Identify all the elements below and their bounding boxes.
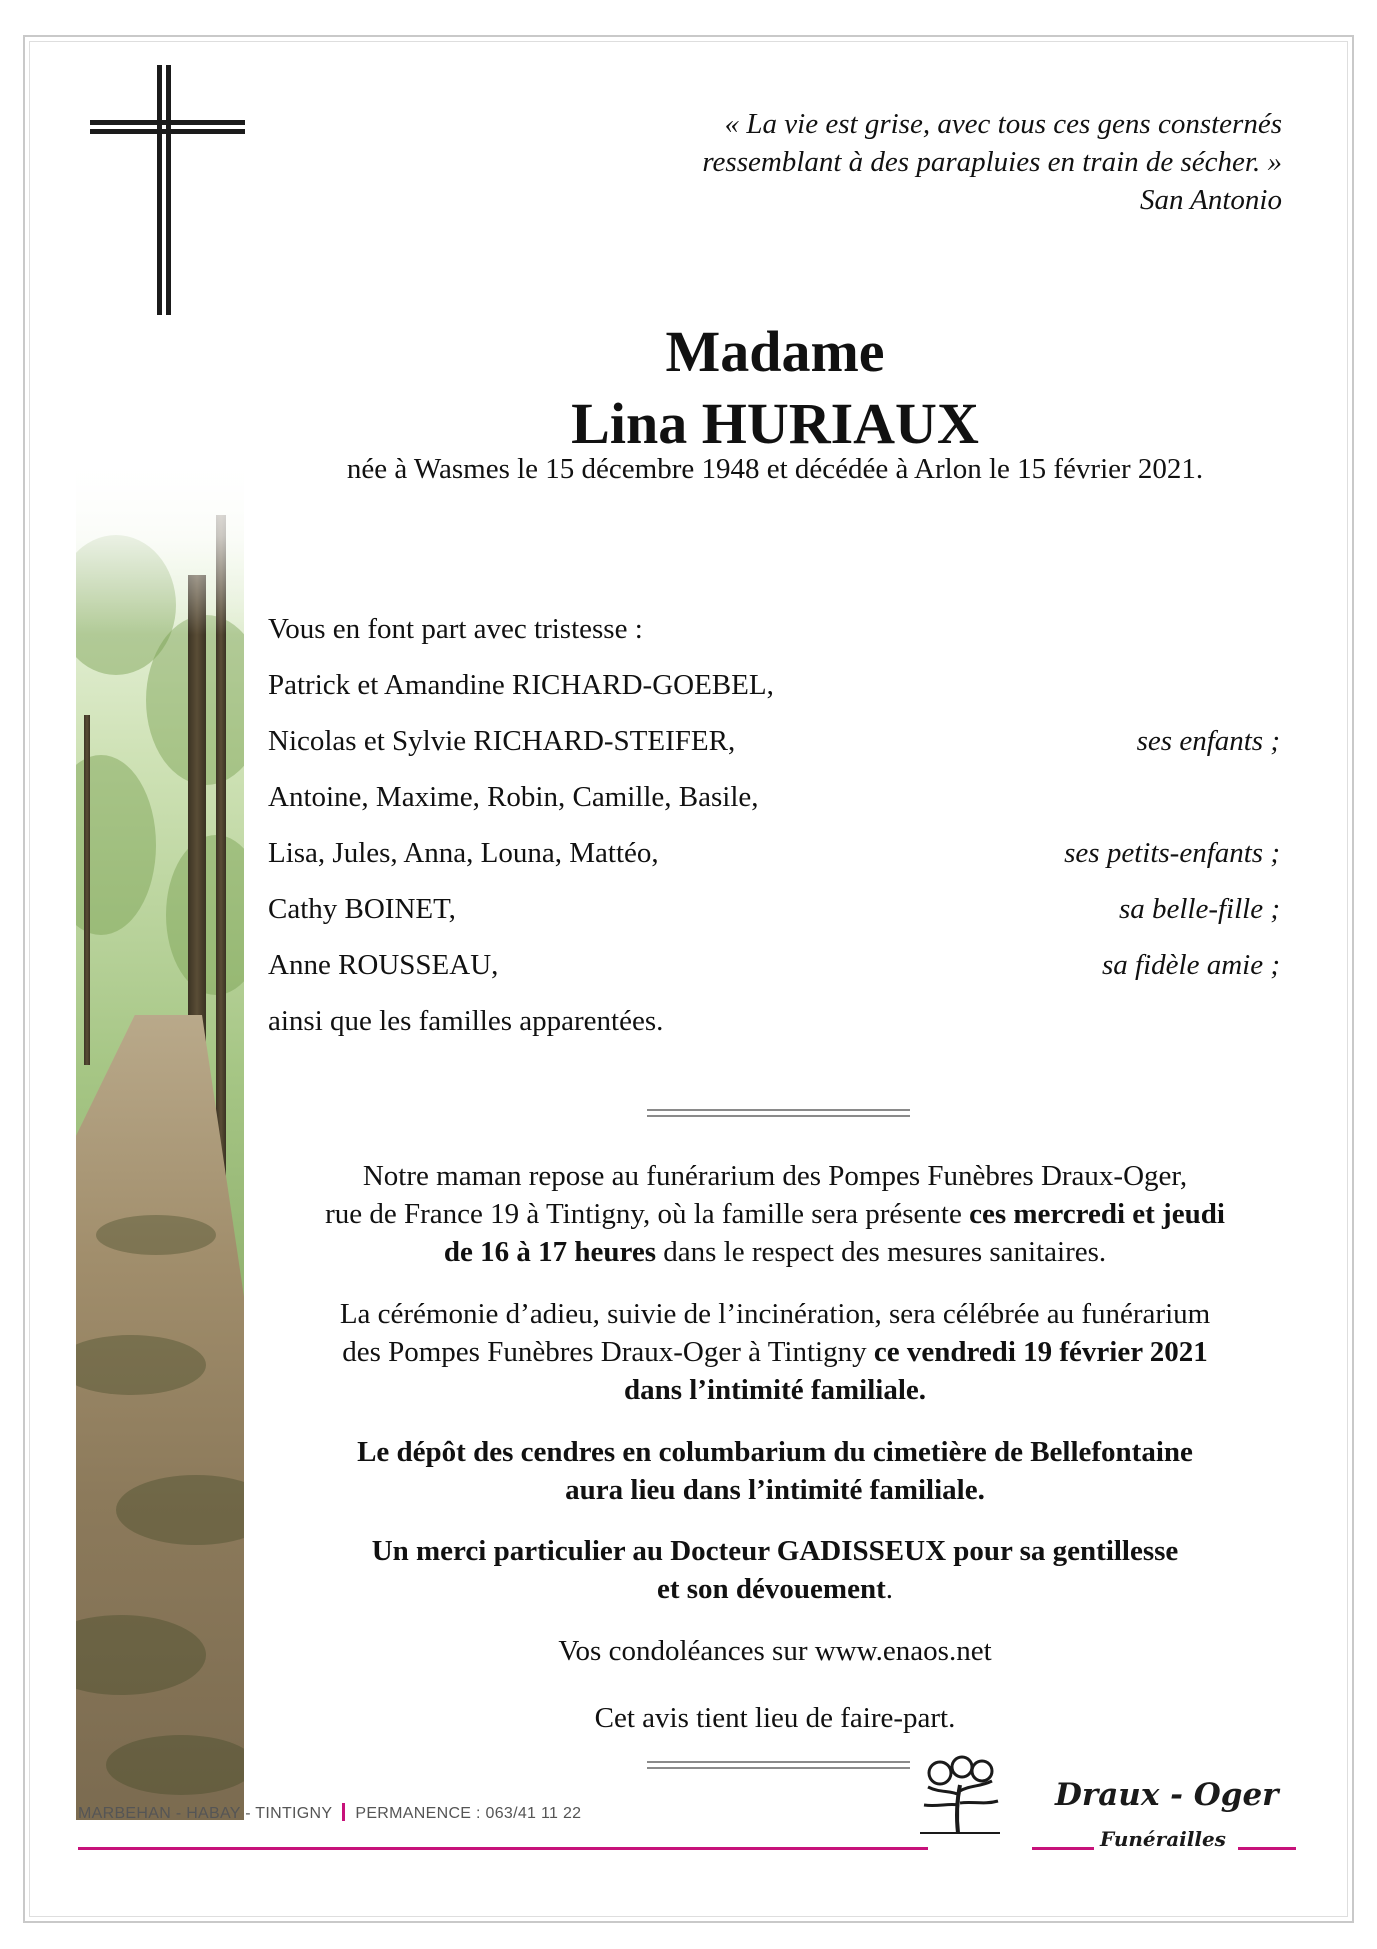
mourner-relation: ses enfants ; bbox=[1136, 725, 1280, 757]
quote-line: « La vie est grise, avec tous ces gens consternés bbox=[724, 108, 1282, 140]
brand-accent-line bbox=[1032, 1847, 1094, 1850]
mourner-relation: ses petits-enfants ; bbox=[1064, 837, 1280, 869]
deceased-title: Madame bbox=[665, 319, 885, 384]
ashes-paragraph: Le dépôt des cendres en columbarium du cimetière de Bellefontaine aura lieu dans l’intimité familiale. bbox=[357, 1436, 1193, 1506]
repose-paragraph: Notre maman repose au funérarium des Pompes Funèbres Draux-Oger, rue de France 19 à Tintigny, où la famille sera présente ces mercredi et jeudi de 16 à 17 heures dans le respect des mesures sanitaires. bbox=[325, 1160, 1225, 1268]
mourner-names: Cathy BOINET, bbox=[268, 893, 456, 925]
divider bbox=[647, 1109, 910, 1117]
forest-path-photo bbox=[76, 455, 244, 1820]
quote-author: San Antonio bbox=[1139, 184, 1282, 216]
mourner-row bbox=[268, 887, 1280, 943]
mourner-names: Nicolas et Sylvie RICHARD-STEIFER, bbox=[268, 725, 736, 757]
footer-contact bbox=[78, 1803, 581, 1823]
mourner-row bbox=[268, 663, 1280, 719]
mourner-relation: sa fidèle amie ; bbox=[1102, 949, 1280, 981]
brand-name: Draux - Oger bbox=[1055, 1777, 1279, 1813]
notice-text: Cet avis tient lieu de faire-part. bbox=[594, 1702, 956, 1734]
mourners-intro: Vous en font part avec tristesse : bbox=[268, 613, 643, 645]
mourner-row bbox=[268, 719, 1280, 775]
footer-permanence: PERMANENCE : 063/41 11 22 bbox=[355, 1805, 582, 1822]
quote-line: ressemblant à des parapluies en train de sécher. » bbox=[702, 146, 1282, 178]
divider bbox=[647, 1761, 910, 1769]
footer-locations: MARBEHAN - HABAY - TINTIGNY bbox=[78, 1805, 333, 1822]
deceased-name: Lina HURIAUX bbox=[571, 391, 979, 456]
brand-subtitle: Funérailles bbox=[1100, 1827, 1226, 1851]
epigraph-quote bbox=[482, 105, 1282, 219]
mourner-names: Antoine, Maxime, Robin, Camille, Basile, bbox=[268, 781, 759, 813]
mourner-row bbox=[268, 775, 1280, 831]
ceremony-paragraph: La cérémonie d’adieu, suivie de l’incinération, sera célébrée au funérarium des Pompes Funèbres Draux-Oger à Tintigny ce vendredi 19 février 2021 dans l’intimité familiale. bbox=[339, 1298, 1211, 1406]
tree-logo-icon bbox=[910, 1755, 1010, 1835]
condolences-text: Vos condoléances sur www.enaos.net bbox=[558, 1635, 992, 1667]
mourner-row bbox=[268, 943, 1280, 999]
birth-death-dates: née à Wasmes le 15 décembre 1948 et décédée à Arlon le 15 février 2021. bbox=[346, 453, 1204, 485]
mourner-row bbox=[268, 831, 1280, 887]
brand-accent-line bbox=[1238, 1847, 1296, 1850]
mourner-names: Patrick et Amandine RICHARD-GOEBEL, bbox=[268, 669, 774, 701]
mourners-list bbox=[268, 607, 1280, 1055]
mourner-names: Anne ROUSSEAU, bbox=[268, 949, 499, 981]
thanks-paragraph: Un merci particulier au Docteur GADISSEUX pour sa gentillesse et son dévouement. bbox=[371, 1535, 1179, 1605]
cross-icon bbox=[90, 65, 245, 315]
mourners-closing: ainsi que les familles apparentées. bbox=[268, 1005, 664, 1037]
mourner-relation: sa belle-fille ; bbox=[1118, 893, 1280, 925]
mourner-names: Lisa, Jules, Anna, Louna, Mattéo, bbox=[268, 837, 659, 869]
footer-accent-line bbox=[78, 1847, 928, 1850]
